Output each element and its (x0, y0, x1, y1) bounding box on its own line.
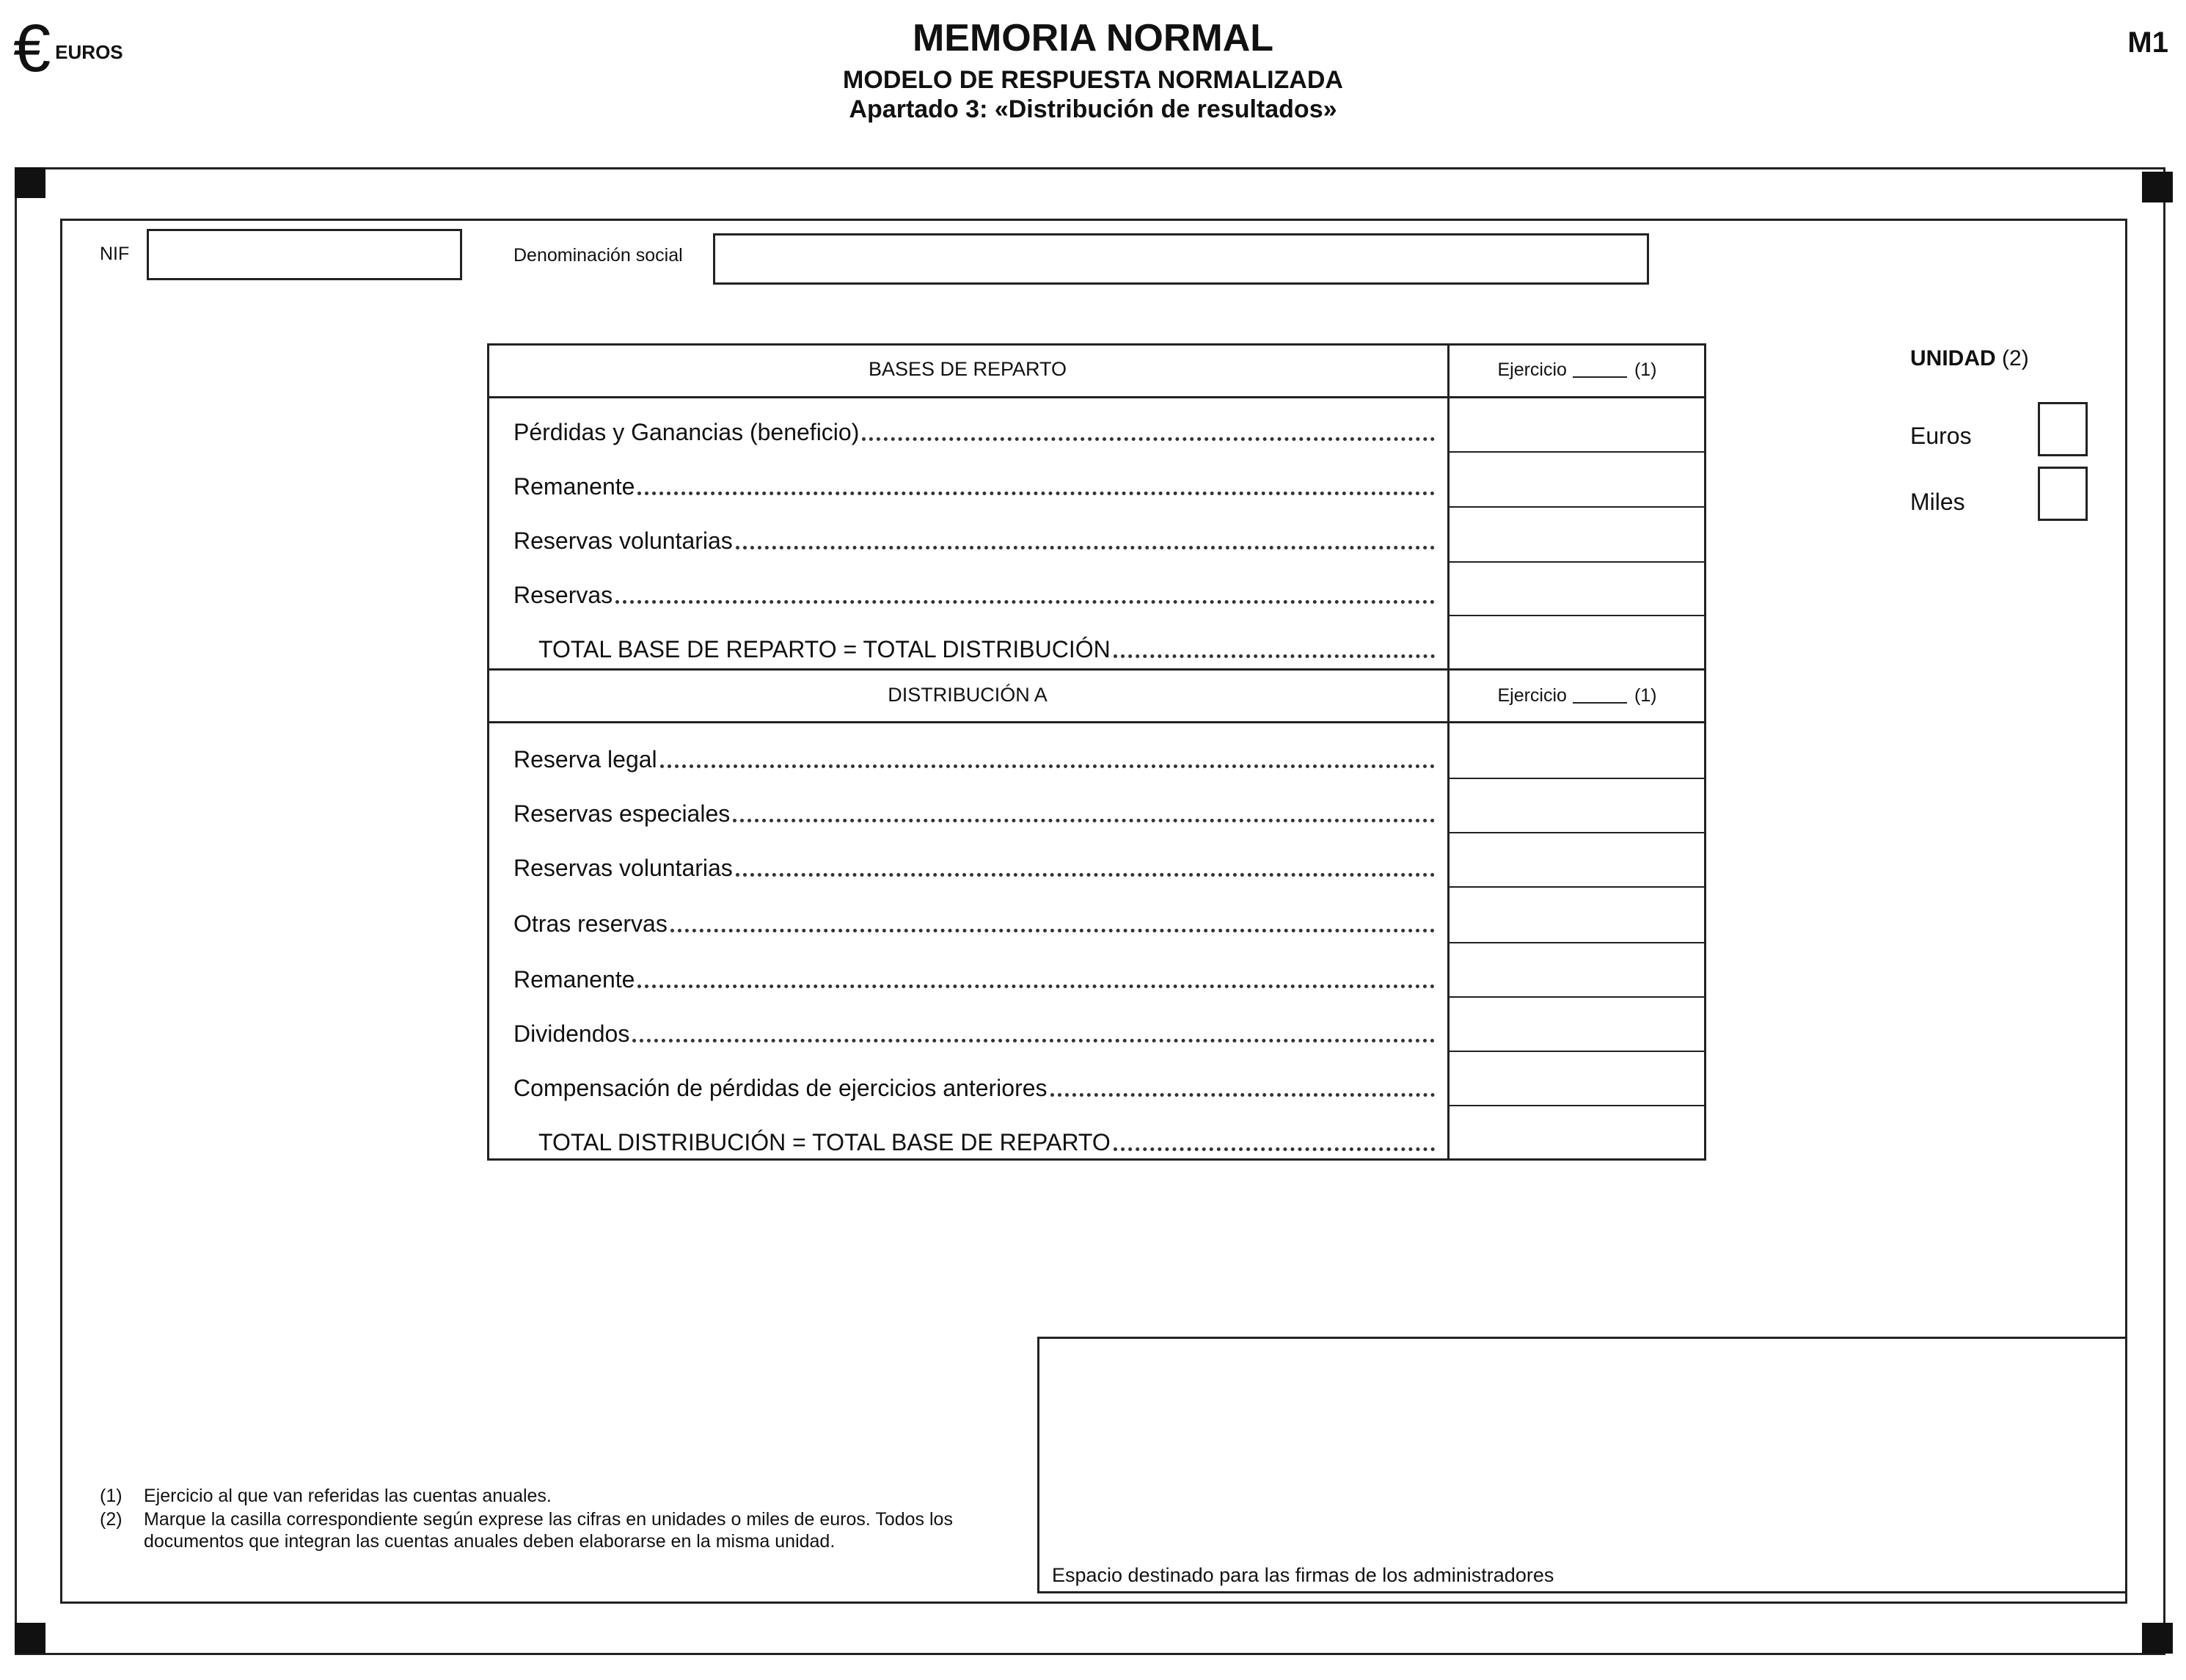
bases-row (513, 471, 1439, 500)
distribution-header: DISTRIBUCIÓN A (888, 684, 1048, 706)
distribution-row (513, 744, 1439, 773)
distribution-value-cell[interactable] (1450, 943, 1705, 996)
dot-leader (736, 873, 1435, 877)
dot-leader (660, 764, 1435, 768)
registration-marker-bottom-right (2142, 1623, 2173, 1654)
distribution-row (513, 852, 1439, 882)
distribution-row (513, 1018, 1439, 1048)
page-subtitle: MODELO DE RESPUESTA NORMALIZADA (843, 66, 1343, 94)
form-code: M1 (2127, 26, 2168, 59)
row-label: Reservas (513, 582, 613, 608)
distribution-value-cell[interactable] (1450, 888, 1705, 942)
footnote-number: (1) (100, 1486, 123, 1506)
bases-header: BASES DE REPARTO (868, 358, 1067, 380)
row-label: Pérdidas y Ganancias (beneficio) (513, 419, 860, 445)
unit-note: (2) (2002, 346, 2029, 370)
page-title: MEMORIA NORMAL (912, 17, 1274, 59)
cell-divider (1450, 561, 1705, 563)
registration-marker-top-left (15, 167, 45, 198)
footnote-text: Marque la casilla correspondiente según exprese las cifras en unidades o miles de euros. Todos los documentos que integran las cuentas anuales deben elaborarse en la misma unidad. (144, 1509, 953, 1552)
nif-label: NIF (100, 244, 130, 264)
row-label: Remanente (513, 966, 635, 993)
distribution-ejercicio-header (1450, 685, 1705, 706)
unit-title-text: UNIDAD (1910, 346, 1996, 370)
signature-label: Espacio destinado para las firmas de los administradores (1052, 1564, 1554, 1586)
cell-divider (1450, 451, 1705, 453)
registration-marker-top-right (2142, 172, 2173, 202)
unit-euros-label: Euros (1910, 423, 1972, 449)
section-divider (487, 668, 1706, 671)
dot-leader (736, 546, 1435, 549)
unit-title (1910, 346, 2029, 371)
distribution-ejercicio-blank[interactable] (1573, 689, 1627, 704)
distribution-ejercicio-label: Ejercicio (1497, 685, 1567, 706)
section-title: Apartado 3: «Distribución de resultados» (849, 95, 1337, 123)
unit-euros-checkbox[interactable] (2038, 402, 2088, 456)
dot-leader (862, 437, 1435, 441)
company-name-label: Denominación social (513, 245, 683, 266)
bases-row (513, 580, 1439, 609)
distribution-value-cell[interactable] (1450, 723, 1705, 778)
company-name-field[interactable] (713, 233, 1649, 285)
bases-value-cell[interactable] (1450, 563, 1705, 616)
unit-miles-checkbox[interactable] (2038, 467, 2088, 521)
dot-leader (1114, 654, 1435, 658)
bases-ejercicio-note: (1) (1634, 359, 1657, 380)
total-label: TOTAL DISTRIBUCIÓN = TOTAL BASE DE REPARTO (538, 1129, 1111, 1155)
distribution-total-row (538, 1127, 1439, 1156)
row-label: Remanente (513, 473, 635, 500)
distribution-row (513, 1073, 1439, 1102)
dot-leader (1050, 1093, 1435, 1097)
unit-miles-label: Miles (1910, 489, 1965, 515)
dot-leader (637, 492, 1435, 495)
bases-total-row (538, 634, 1439, 663)
signature-area[interactable] (1037, 1337, 2126, 1593)
total-label: TOTAL BASE DE REPARTO = TOTAL DISTRIBUCIÓN (538, 636, 1111, 662)
row-label: Reservas voluntarias (513, 855, 733, 881)
footnote-number: (2) (100, 1509, 123, 1530)
row-label: Otras reservas (513, 910, 668, 937)
bases-value-cell[interactable] (1450, 508, 1705, 561)
bases-value-cell[interactable] (1450, 453, 1705, 506)
row-label: Dividendos (513, 1020, 630, 1047)
distribution-value-cell[interactable] (1450, 998, 1705, 1051)
dot-leader (615, 600, 1435, 604)
row-label: Reservas voluntarias (513, 527, 733, 554)
distribution-value-cell[interactable] (1450, 779, 1705, 832)
row-label: Reserva legal (513, 746, 657, 773)
nif-field[interactable] (147, 229, 462, 280)
footnote-text: Ejercicio al que van referidas las cuentas anuales. (144, 1486, 552, 1506)
bases-ejercicio-header (1450, 359, 1705, 381)
dot-leader (632, 1039, 1435, 1042)
cell-divider (1450, 506, 1705, 508)
euro-icon: € (13, 11, 51, 86)
bases-row (513, 525, 1439, 555)
registration-marker-bottom-left (15, 1623, 45, 1654)
distribution-ejercicio-note: (1) (1634, 685, 1657, 706)
cell-divider (1450, 615, 1705, 616)
distribution-total-cell[interactable] (1450, 1106, 1705, 1158)
row-label: Reservas especiales (513, 800, 731, 827)
bases-ejercicio-blank[interactable] (1573, 363, 1627, 378)
row-label: Compensación de pérdidas de ejercicios anteriores (513, 1075, 1048, 1101)
bases-value-cell[interactable] (1450, 398, 1705, 451)
dot-leader (670, 929, 1435, 932)
distribution-value-cell[interactable] (1450, 1052, 1705, 1105)
distribution-row (513, 964, 1439, 993)
bases-row (513, 417, 1439, 446)
distribution-value-cell[interactable] (1450, 833, 1705, 886)
bases-total-cell[interactable] (1450, 617, 1705, 668)
dot-leader (1114, 1147, 1435, 1151)
dot-leader (637, 985, 1435, 988)
currency-label: EUROS (55, 40, 123, 63)
dot-leader (733, 819, 1435, 822)
distribution-row (513, 908, 1439, 938)
distribution-row (513, 798, 1439, 828)
bases-ejercicio-label: Ejercicio (1497, 359, 1567, 380)
